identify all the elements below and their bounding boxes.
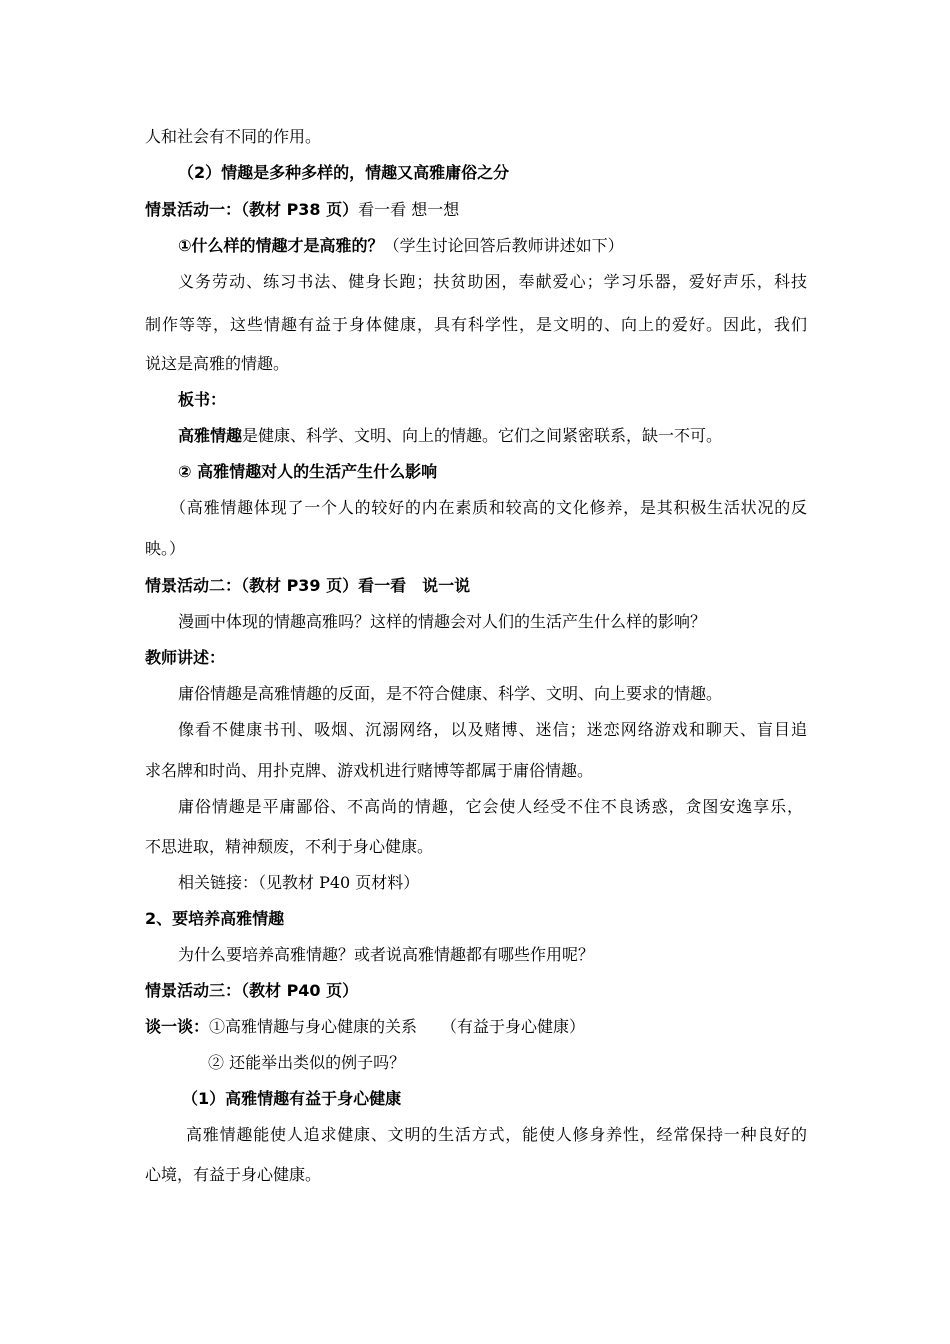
question-note: （学生讨论回答后教师讲述如下） <box>383 236 624 255</box>
paragraph-line: 漫画中体现的情趣高雅吗？这样的情趣会对人们的生活产生什么样的影响？ <box>178 612 707 631</box>
paragraph-line: 像看不健康书刊、吸烟、沉溺网络，以及赌博、迷信；迷恋网络游戏和聊天、盲目追 <box>178 720 807 739</box>
paragraph-line: 人和社会有不同的作用。 <box>145 127 322 146</box>
activity-text: 看一看 想一想 <box>358 200 460 219</box>
paragraph-line: 映。） <box>145 539 186 558</box>
paragraph-line: 相关链接：（见教材 P40 页材料） <box>178 873 420 892</box>
discussion-line: ② 还能举出类似的例子吗？ <box>208 1053 406 1072</box>
paragraph-line: 说这是高雅的情趣。 <box>145 354 290 373</box>
paragraph-line: 为什么要培养高雅情趣？或者说高雅情趣都有哪些作用呢？ <box>178 945 595 964</box>
activity-line <box>145 199 459 221</box>
board-heading: 板书： <box>178 390 227 409</box>
section-heading: 2、要培养高雅情趣 <box>145 909 285 928</box>
question-label: ①什么样的情趣才是高雅的？ <box>178 236 384 255</box>
board-line <box>178 425 722 447</box>
paragraph-line: 高雅情趣能使人追求健康、文明的生活方式，能使人修身养性，经常保持一种良好的 <box>186 1125 807 1144</box>
paragraph-line: 心境，有益于身心健康。 <box>145 1165 322 1184</box>
paragraph-line: 求名牌和时尚、用扑克牌、游戏机进行赌博等都属于庸俗情趣。 <box>145 761 594 780</box>
discussion-text: ①高雅情趣与身心健康的关系 （有益于身心健康） <box>209 1017 586 1036</box>
section-heading: （2）情趣是多种多样的，情趣又高雅庸俗之分 <box>178 163 510 182</box>
discussion-label: 谈一谈： <box>145 1017 210 1036</box>
activity-line: 情景活动二：（教材 P39 页）看一看 说一说 <box>145 576 471 595</box>
section-heading: （1）高雅情趣有益于身心健康 <box>182 1089 402 1108</box>
question-line: ② 高雅情趣对人的生活产生什么影响 <box>178 462 438 481</box>
paragraph-line: 庸俗情趣是高雅情趣的反面，是不符合健康、科学、文明、向上要求的情趣。 <box>178 684 723 703</box>
activity-label: 情景活动一：（教材 P38 页） <box>145 200 359 219</box>
paragraph-line: 制作等等，这些情趣有益于身体健康，具有科学性，是文明的、向上的爱好。因此，我们 <box>145 315 807 334</box>
board-term: 高雅情趣 <box>178 426 243 445</box>
paragraph-line: 庸俗情趣是平庸鄙俗、不高尚的情趣，它会使人经受不住不良诱惑，贪图安逸享乐， <box>178 797 803 816</box>
discussion-line <box>145 1016 585 1038</box>
section-heading: 教师讲述： <box>145 648 226 667</box>
paragraph-line: （高雅情趣体现了一个人的较好的内在素质和较高的文化修养，是其积极生活状况的反 <box>170 498 807 517</box>
activity-line: 情景活动三：（教材 P40 页） <box>145 981 359 1000</box>
paragraph-line: 不思进取，精神颓废，不利于身心健康。 <box>145 837 434 856</box>
paragraph-line: 义务劳动、练习书法、健身长跑；扶贫助困，奉献爱心；学习乐器，爱好声乐，科技 <box>178 272 807 291</box>
question-line <box>178 235 624 257</box>
board-text: 是健康、科学、文明、向上的情趣。它们之间紧密联系，缺一不可。 <box>242 426 723 445</box>
